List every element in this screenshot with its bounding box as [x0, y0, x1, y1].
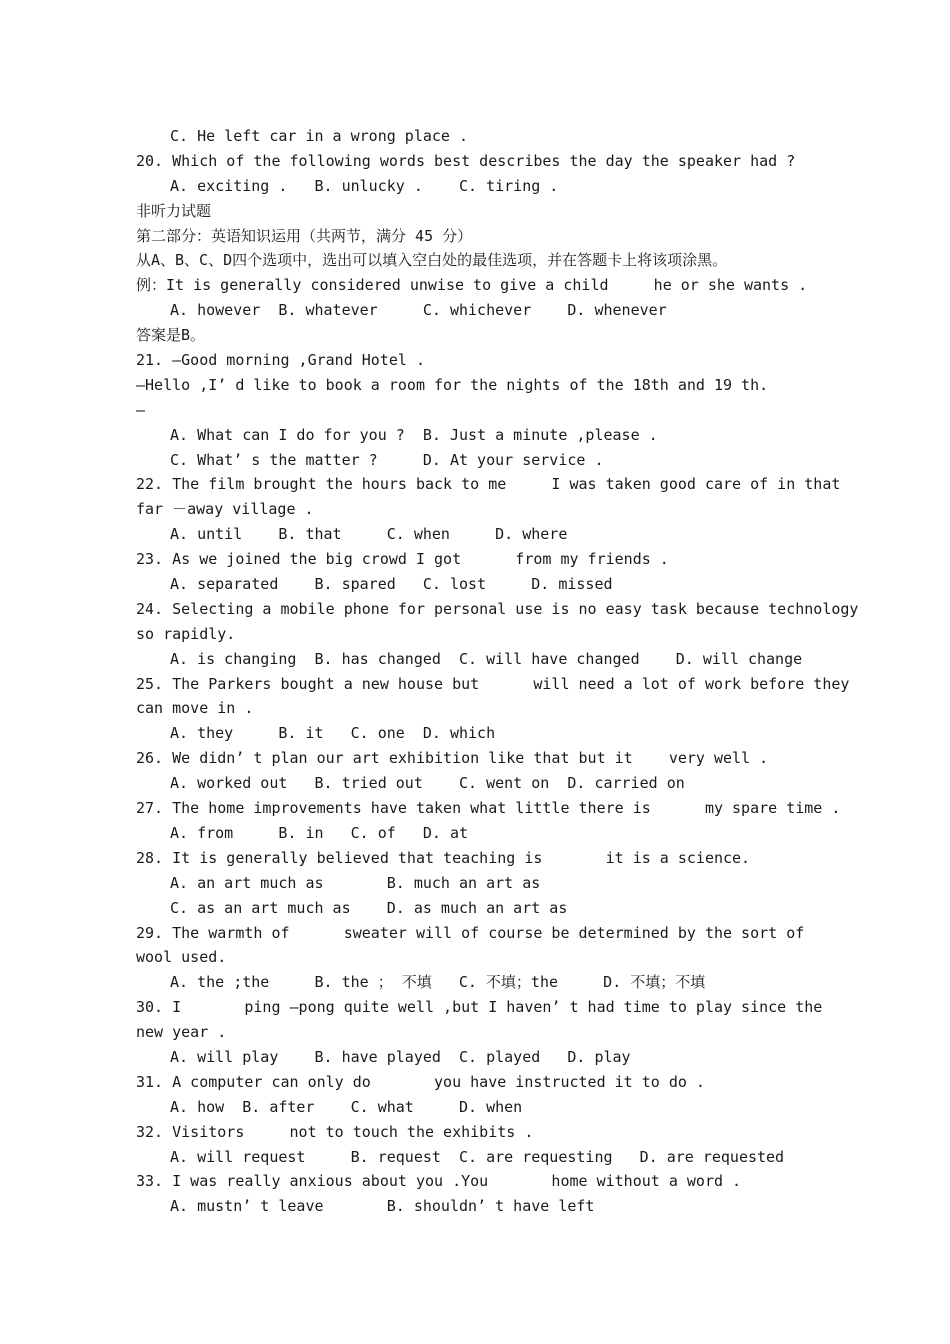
section-heading-part-two: 第二部分：英语知识运用（共两节，满分 45 分） [136, 226, 473, 245]
question-21-dialogue-2: —Hello ,I’ d like to book a room for the nights of the 18th and 19 th. [136, 375, 769, 394]
options-25: A. they B. it C. one D. which [170, 724, 496, 743]
question-30-cont: new year . [136, 1023, 227, 1042]
question-24: 24. Selecting a mobile phone for personal use is no easy task because technology [136, 599, 859, 618]
options-32: A. will request B. request C. are requesting D. are requested [170, 1147, 785, 1166]
options-21-ab: A. What can I do for you ? B. Just a minute ,please . [170, 425, 658, 444]
question-28: 28. It is generally believed that teaching is it is a science. [136, 848, 751, 867]
question-27: 27. The home improvements have taken what little there is my spare time . [136, 799, 841, 818]
question-29: 29. The warmth of sweater will of course be determined by the sort of [136, 923, 805, 942]
question-31: 31. A computer can only do you have instructed it to do . [136, 1072, 705, 1091]
options-21-cd: C. What’ s the matter ? D. At your service . [170, 450, 604, 469]
question-20: 20. Which of the following words best describes the day the speaker had ? [136, 151, 796, 170]
options-20: A. exciting . B. unlucky . C. tiring . [170, 176, 559, 195]
options-27: A. from B. in C. of D. at [170, 823, 469, 842]
section-heading-non-listening: 非听力试题 [136, 201, 212, 220]
question-30: 30. I ping —pong quite well ,but I haven’ t had time to play since the [136, 998, 823, 1017]
options-22: A. until B. that C. when D. where [170, 525, 568, 544]
question-22: 22. The film brought the hours back to me I was taken good care of in that [136, 475, 841, 494]
question-21-dialogue-3: — [136, 400, 146, 419]
question-22-cont: far －away village . [136, 500, 314, 519]
options-33-ab: A. mustn’ t leave B. shouldn’ t have left [170, 1197, 595, 1216]
options-29: A. the ;the B. the ； 不填 C. 不填；the D. 不填；不填 [170, 973, 706, 992]
question-29-cont: wool used. [136, 948, 227, 967]
options-28-cd: C. as an art much as D. as much an art as [170, 898, 568, 917]
question-33: 33. I was really anxious about you .You home without a word . [136, 1172, 742, 1191]
option-line-19c: C. He left car in a wrong place . [170, 127, 469, 145]
options-26: A. worked out B. tried out C. went on D. carried on [170, 774, 685, 793]
question-32: 32. Visitors not to touch the exhibits . [136, 1122, 534, 1141]
options-24: A. is changing B. has changed C. will have changed D. will change [170, 649, 803, 668]
example-question: 例：It is generally considered unwise to give a child he or she wants . [136, 276, 808, 295]
question-25: 25. The Parkers bought a new house but will need a lot of work before they [136, 674, 850, 693]
question-24-cont: so rapidly. [136, 624, 236, 643]
options-23: A. separated B. spared C. lost D. missed [170, 575, 613, 594]
options-30: A. will play B. have played C. played D. play [170, 1047, 631, 1066]
question-25-cont: can move in . [136, 699, 254, 718]
question-21: 21. —Good morning ,Grand Hotel . [136, 351, 425, 370]
example-answer: 答案是B。 [136, 326, 206, 345]
example-options: A. however B. whatever C. whichever D. whenever [170, 301, 667, 320]
question-26: 26. We didn’ t plan our art exhibition like that but it very well . [136, 749, 769, 768]
options-28-ab: A. an art much as B. much an art as [170, 873, 541, 892]
exam-page [136, 124, 859, 1219]
instructions: 从A、B、C、D四个选项中，选出可以填入空白处的最佳选项，并在答题卡上将该项涂黑。 [136, 251, 728, 270]
options-31: A. how B. after C. what D. when [170, 1097, 523, 1116]
question-23: 23. As we joined the big crowd I got from my friends . [136, 550, 669, 569]
